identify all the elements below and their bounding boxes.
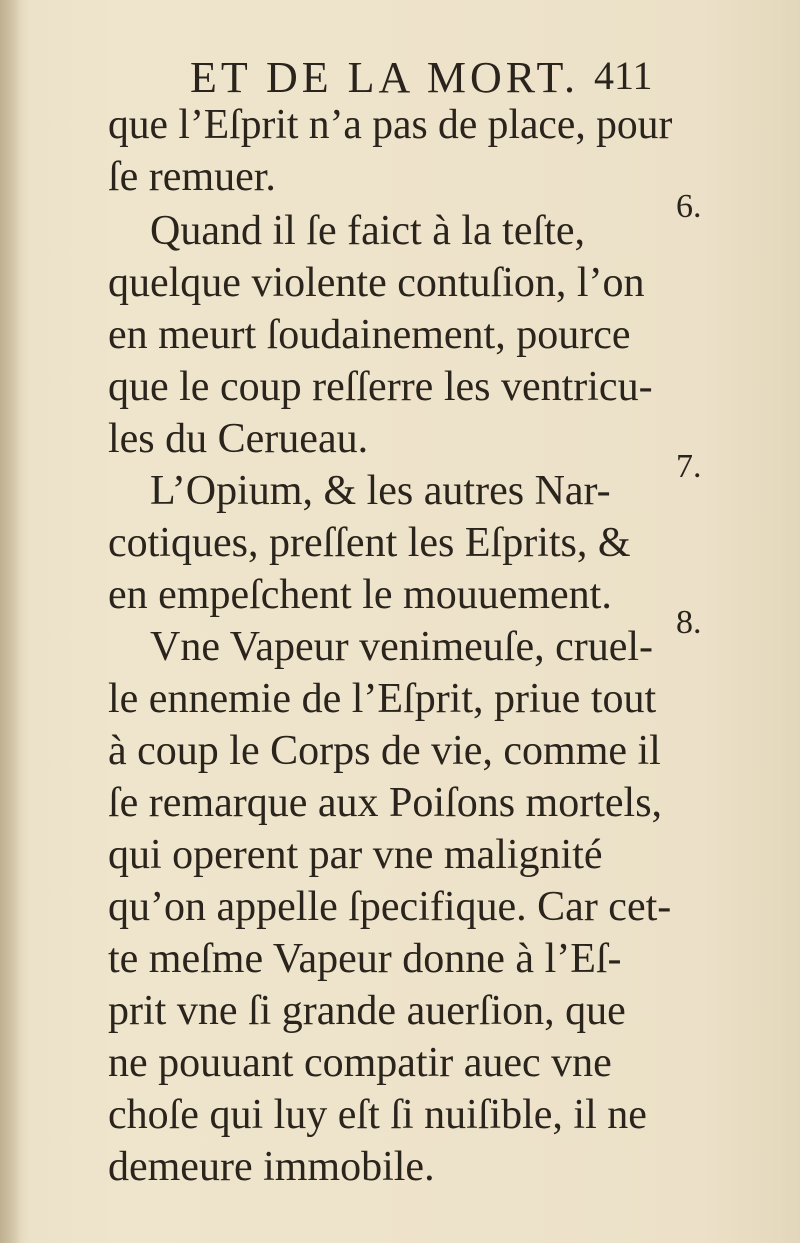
text-line: ne pouuant compatir auec vne: [108, 1040, 612, 1086]
text-line: en meurt ſoudainement, pource: [108, 312, 631, 358]
text-line: ſe remarque aux Poiſons mortels,: [108, 780, 663, 826]
text-line: demeure immobile.: [108, 1144, 435, 1190]
text-line: prit vne ſi grande auerſion, que: [108, 988, 626, 1034]
text-line: quelque violente contuſion, l’on: [108, 260, 645, 306]
text-line: Vne Vapeur venimeuſe, cruel-: [150, 624, 654, 670]
text-line: qu’on appelle ſpecifique. Car cet-: [108, 884, 672, 930]
text-line: te meſme Vapeur donne à l’Eſ-: [108, 936, 622, 982]
running-title: ET DE LA MORT.: [190, 53, 580, 102]
text-line: que le coup reſſerre les ventricu-: [108, 364, 653, 410]
text-line: le ennemie de l’Eſprit, priue tout: [108, 676, 657, 722]
page-header: [190, 52, 690, 100]
text-line: Quand il ſe faict à la teſte,: [150, 208, 585, 254]
text-line: ſe remuer.: [108, 154, 276, 200]
text-line: à coup le Corps de vie, comme il: [108, 728, 661, 774]
margin-note: 7.: [676, 448, 702, 485]
text-line: en empeſchent le mouuement.: [108, 572, 612, 618]
page-gutter-shadow: [0, 0, 22, 1243]
text-line: les du Cerueau.: [108, 416, 369, 462]
margin-note: 8.: [676, 604, 702, 641]
page-number: 411: [594, 53, 653, 98]
text-line: choſe qui luy eſt ſi nuiſible, il ne: [108, 1092, 647, 1138]
text-line: que l’Eſprit n’a pas de place, pour: [108, 102, 673, 148]
text-line: qui operent par vne malignité: [108, 832, 603, 878]
margin-note: 6.: [676, 188, 702, 225]
text-line: cotiques, preſſent les Eſprits, &: [108, 520, 631, 566]
text-line: L’Opium, & les autres Nar-: [150, 468, 611, 514]
